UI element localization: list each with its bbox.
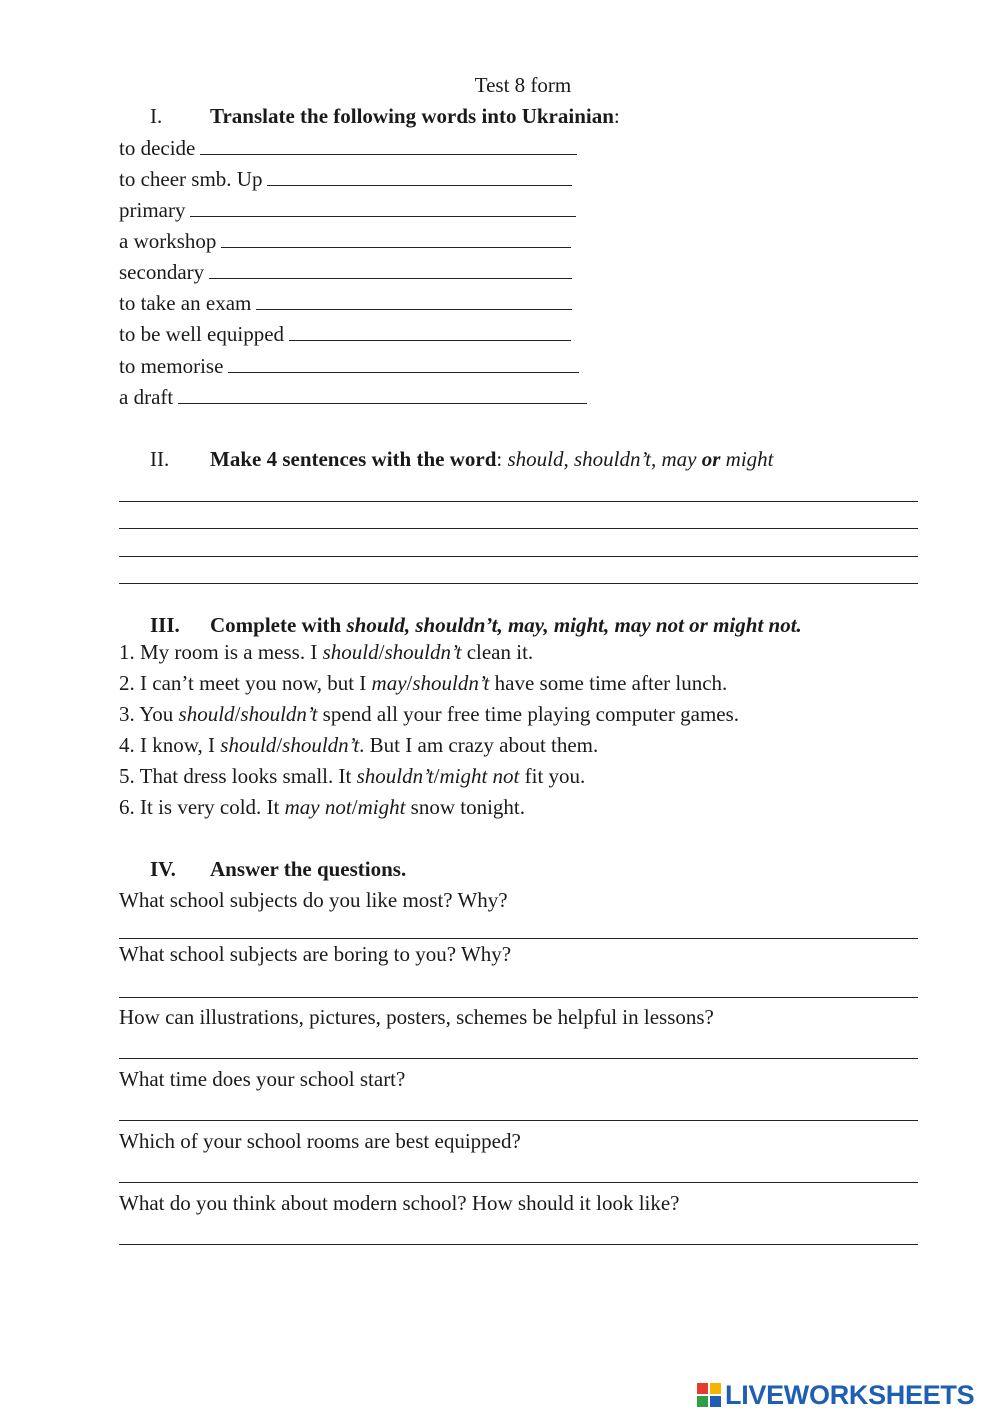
exercise-item — [119, 763, 585, 789]
option-separator: / — [378, 640, 385, 664]
item-text: 3. You — [119, 702, 179, 726]
answer-blank[interactable] — [200, 136, 577, 155]
section-1-heading-text: Translate the following words into Ukrainian — [210, 104, 614, 128]
item-text: 6. It is very cold. It — [119, 795, 285, 819]
word-row — [119, 259, 572, 285]
item-text: 5. That dress looks small. It — [119, 764, 357, 788]
question-text: Which of your school rooms are best equipped? — [119, 1129, 521, 1153]
item-text-end: have some time after lunch. — [489, 671, 728, 695]
option-2[interactable]: shouldn’t — [384, 640, 462, 664]
word-row — [119, 166, 572, 192]
section-3-heading — [210, 612, 802, 638]
item-text-end: snow tonight. — [405, 795, 525, 819]
sentence-line[interactable] — [119, 528, 918, 529]
section-1-number: I. — [150, 104, 163, 128]
question-text: What do you think about modern school? How should it look like? — [119, 1191, 680, 1215]
section-2-colon: : — [496, 447, 508, 471]
item-text: 4. I know, I — [119, 733, 221, 757]
word-label: secondary — [119, 260, 205, 284]
answer-blank[interactable] — [267, 167, 572, 186]
section-3-heading-words: should, shouldn’t, may, might, may not or might not. — [346, 613, 802, 637]
answer-blank[interactable] — [289, 322, 571, 341]
answer-blank[interactable] — [228, 354, 579, 373]
word-label: primary — [119, 198, 186, 222]
logo-text: LIVEWORKSHEETS — [725, 1379, 975, 1410]
section-2-number: II. — [150, 447, 170, 471]
section-4-number: IV. — [150, 857, 176, 881]
item-text-end: fit you. — [519, 764, 586, 788]
option-2[interactable]: might — [357, 795, 406, 819]
option-1[interactable]: may — [371, 671, 407, 695]
option-2[interactable]: shouldn’t — [282, 733, 360, 757]
question-text: What school subjects are boring to you? Why? — [119, 942, 512, 966]
item-text: 2. I can’t meet you now, but I — [119, 671, 372, 695]
option-1[interactable]: should — [220, 733, 277, 757]
exercise-item — [119, 732, 598, 758]
worksheet-title: Test 8 form — [474, 73, 572, 97]
word-row — [119, 197, 576, 223]
item-text: 1. My room is a mess. I — [119, 640, 323, 664]
section-2-might: might — [720, 447, 774, 471]
item-text-end: clean it. — [461, 640, 534, 664]
question-text: What school subjects do you like most? Why? — [119, 888, 508, 912]
option-separator: / — [276, 733, 283, 757]
answer-line[interactable] — [119, 1058, 918, 1059]
answer-line[interactable] — [119, 1182, 918, 1183]
exercise-item — [119, 639, 533, 665]
option-2[interactable]: shouldn’t — [240, 702, 318, 726]
option-separator: / — [406, 671, 413, 695]
word-row — [119, 384, 587, 410]
word-row — [119, 228, 571, 254]
section-1-heading — [210, 103, 620, 129]
section-2-modal-words: should, shouldn’t, may — [507, 447, 702, 471]
answer-blank[interactable] — [256, 291, 572, 310]
word-label: to take an exam — [119, 291, 252, 315]
question-text: How can illustrations, pictures, posters, schemes be helpful in lessons? — [119, 1005, 714, 1029]
option-separator: / — [351, 795, 358, 819]
option-1[interactable]: shouldn’t — [356, 764, 434, 788]
section-2-heading — [210, 446, 774, 472]
answer-line[interactable] — [119, 1120, 918, 1121]
word-label: to memorise — [119, 354, 224, 378]
item-text-end: spend all your free time playing computer games. — [317, 702, 740, 726]
section-2-or: or — [701, 447, 721, 471]
sentence-line[interactable] — [119, 583, 918, 584]
section-4-heading: Answer the questions. — [210, 857, 407, 881]
question-text: What time does your school start? — [119, 1067, 406, 1091]
section-1-colon: : — [613, 104, 620, 128]
word-label: to cheer smb. Up — [119, 167, 263, 191]
section-3-heading-text: Complete with — [210, 613, 347, 637]
word-label: to be well equipped — [119, 322, 285, 346]
answer-blank[interactable] — [221, 229, 571, 248]
answer-line[interactable] — [119, 938, 918, 939]
option-1[interactable]: should — [178, 702, 235, 726]
word-label: a workshop — [119, 229, 217, 253]
answer-blank[interactable] — [178, 385, 587, 404]
option-separator: / — [433, 764, 440, 788]
word-row — [119, 290, 572, 316]
answer-line[interactable] — [119, 997, 918, 998]
option-separator: / — [234, 702, 241, 726]
sentence-line[interactable] — [119, 501, 918, 502]
liveworksheets-logo — [697, 1378, 974, 1412]
word-label: a draft — [119, 385, 174, 409]
option-2[interactable]: shouldn’t — [412, 671, 490, 695]
logo-grid-icon — [697, 1383, 721, 1407]
item-text-end: . But I am crazy about them. — [359, 733, 599, 757]
answer-blank[interactable] — [190, 198, 576, 217]
word-row — [119, 135, 577, 161]
word-row — [119, 353, 579, 379]
word-label: to decide — [119, 136, 196, 160]
section-3-number: III. — [150, 613, 180, 637]
section-2-heading-text: Make 4 sentences with the word — [210, 447, 497, 471]
option-2[interactable]: might not — [439, 764, 520, 788]
option-1[interactable]: should — [322, 640, 379, 664]
exercise-item — [119, 701, 739, 727]
exercise-item — [119, 670, 727, 696]
answer-line[interactable] — [119, 1244, 918, 1245]
answer-blank[interactable] — [209, 260, 572, 279]
option-1[interactable]: may not — [284, 795, 352, 819]
sentence-line[interactable] — [119, 556, 918, 557]
exercise-item — [119, 794, 525, 820]
word-row — [119, 321, 571, 347]
